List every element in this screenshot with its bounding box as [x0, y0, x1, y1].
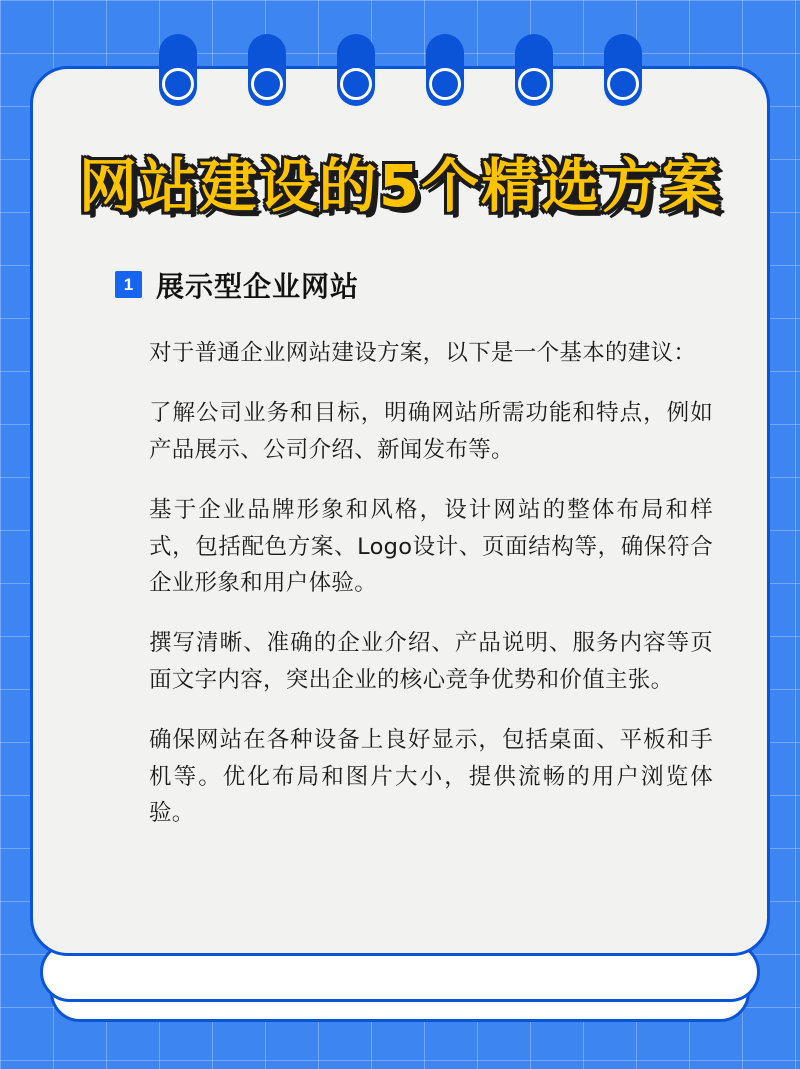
paragraph: 撰写清晰、准确的企业介绍、产品说明、服务内容等页面文字内容，突出企业的核心竞争优势和价值主张。 [149, 630, 713, 693]
spiral-ring-icon [604, 34, 642, 106]
spiral-ring-icon [426, 34, 464, 106]
section-heading [115, 265, 723, 305]
spiral-ring-icon [248, 34, 286, 106]
paragraph: 对于普通企业网站建设方案，以下是一个基本的建议： [149, 339, 697, 366]
section-body [149, 335, 713, 832]
note-card [30, 66, 770, 956]
page-title: 网站建设的5个精选方案 [78, 152, 722, 220]
paragraph: 了解公司业务和目标，明确网站所需功能和特点，例如产品展示、公司介绍、新闻发布等。 [149, 400, 713, 463]
paragraph: 确保网站在各种设备上良好显示，包括桌面、平板和手机等。优化布局和图片大小，提供流畅的用户浏览体验。 [149, 727, 713, 827]
spiral-ring-icon [159, 34, 197, 106]
section-title: 展示型企业网站 [156, 269, 360, 303]
spiral-ring-icon [515, 34, 553, 106]
spiral-ring-icon [337, 34, 375, 106]
section-number-badge: 1 [115, 271, 142, 298]
spiral-binding [0, 34, 800, 106]
paragraph: 基于企业品牌形象和风格，设计网站的整体布局和样式，包括配色方案、Logo设计、页面结构等，确保符合企业形象和用户体验。 [149, 497, 713, 596]
